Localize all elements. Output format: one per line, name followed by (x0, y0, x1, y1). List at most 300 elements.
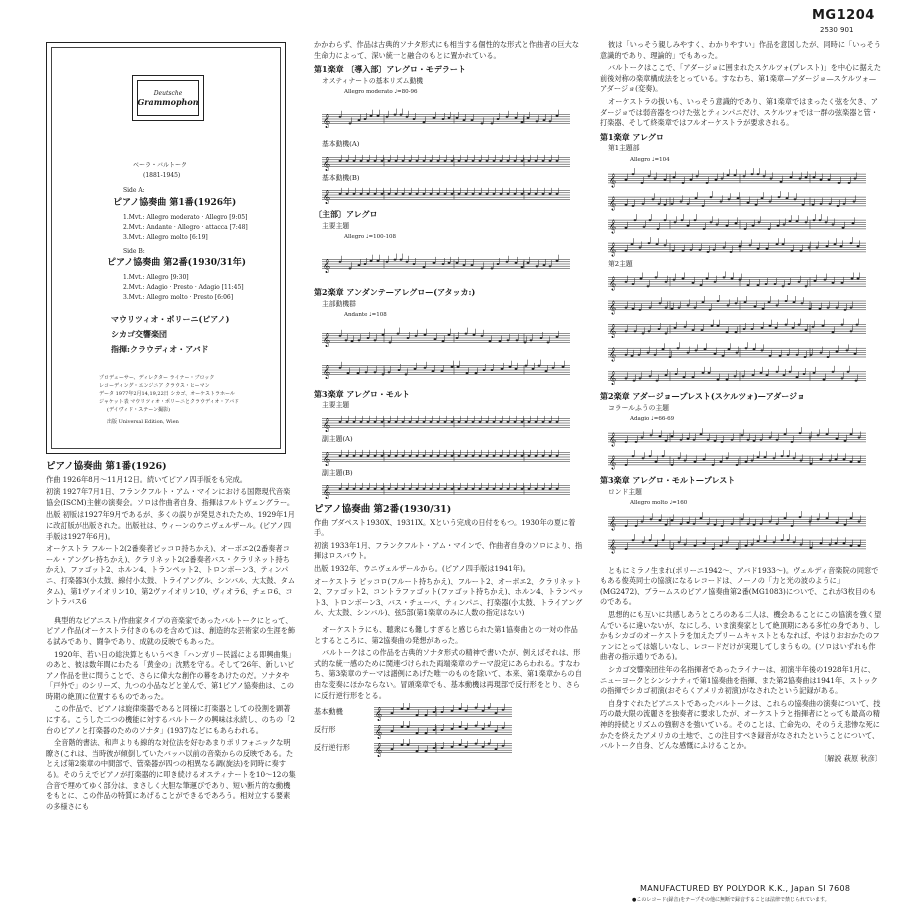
note-head (836, 521, 839, 523)
copyright-notice: ●このレコード(録音)をテープその他に無断で録音することは法律で禁じられています。 (632, 897, 830, 903)
note-head (507, 454, 510, 456)
note-head (424, 333, 427, 335)
note-head (458, 193, 461, 195)
note-head (827, 307, 830, 309)
note-head (416, 750, 419, 752)
note-head (423, 121, 426, 123)
note-head (853, 200, 856, 202)
c2-mvt1-tempo: Allegro ♩=104 (630, 156, 670, 163)
note-head (374, 193, 377, 195)
note-head (680, 200, 683, 202)
note-head (721, 441, 724, 443)
note-head (854, 177, 857, 179)
logo-text-deutsche: Deutsche (153, 89, 183, 97)
note-head (625, 525, 628, 527)
note-head (391, 748, 394, 750)
note-head (665, 440, 668, 442)
note-head (416, 193, 419, 195)
note-head (472, 421, 475, 423)
note-head (423, 193, 426, 195)
performer-pianist: マウリツィオ・ポリーニ(ピアノ) (111, 314, 230, 324)
note-head (687, 202, 690, 204)
note-head (395, 421, 398, 423)
note-head (451, 421, 454, 423)
note-head (840, 245, 843, 247)
note-head (482, 728, 485, 730)
note-head (459, 708, 462, 710)
note-head (694, 219, 697, 221)
note-head (820, 458, 823, 460)
note-head (444, 488, 447, 490)
note-head (406, 261, 409, 263)
note-head (472, 193, 475, 195)
note-head (479, 488, 482, 490)
note-head (752, 224, 755, 226)
note-head (777, 224, 780, 226)
note-head (556, 336, 559, 338)
note-head (682, 278, 685, 280)
note-head (465, 488, 468, 490)
note-head (491, 122, 494, 124)
note-head (444, 421, 447, 423)
note-head (766, 374, 769, 376)
note-head (762, 308, 765, 310)
note-head (451, 193, 454, 195)
note-head (625, 281, 628, 283)
note-head (671, 202, 674, 204)
note-head (722, 355, 725, 357)
note-head (423, 421, 426, 423)
example-inversion-label: 反行形 (314, 724, 336, 734)
note-head (757, 284, 760, 286)
note-head (458, 421, 461, 423)
note-head (500, 454, 503, 456)
note-head (726, 331, 729, 333)
note-head (547, 341, 550, 343)
note-head (459, 726, 462, 728)
note-head (545, 370, 548, 372)
clef-icon: 𝄞 (609, 241, 617, 256)
note-head (819, 219, 822, 221)
note-head (525, 364, 528, 366)
note-head (488, 743, 491, 745)
note-head (832, 223, 835, 225)
note-head (388, 421, 391, 423)
note-head (516, 339, 519, 341)
note-head (835, 542, 838, 544)
col3-bartok-pianist: 自身すぐれたピアニストであったバルトークは、これらの協奏曲の演奏について、技巧の最大限の流麗さを独奏者に要求したが、オーケストラと指揮者にとっても最高の精神的持続とリズムの強靭さを強いている。そのことは、亡命先の、そのうえ悲惨な死にかたを終えたアメリカの土地で、この注目すべき録音がなされたということについて、バルトーク自身、どんな感慨にふけることか。 (600, 698, 881, 751)
clef-icon: 𝄞 (609, 370, 617, 385)
note-head (430, 454, 433, 456)
commentary-signoff: 〔解説 萩原 秋彦〕 (819, 753, 882, 763)
note-head (773, 457, 776, 459)
note-head (832, 282, 835, 284)
note-head (768, 227, 771, 229)
clef-icon: 𝄞 (323, 364, 331, 379)
note-head (632, 539, 635, 541)
note-head (805, 285, 808, 287)
note-head (556, 421, 559, 423)
note-head (858, 436, 861, 438)
note-head (642, 541, 645, 543)
note-head (500, 159, 503, 161)
note-head (416, 732, 419, 734)
note-head (648, 242, 651, 244)
note-head (514, 488, 517, 490)
note-head (764, 540, 767, 542)
example-retrograde-label: 反行逆行形 (314, 742, 350, 752)
concerto2-essay-1: オーケストラにも、聴衆にも難しすぎると感じられた第1協奏曲との一対の作品とするところに、第2協奏曲の発想があった。 (314, 625, 578, 645)
note-head (726, 457, 729, 459)
note-head (346, 159, 349, 161)
note-head (800, 459, 803, 461)
note-head (416, 421, 419, 423)
note-head (400, 114, 403, 116)
note-head (489, 340, 492, 342)
music-staff-mvt3-main (314, 412, 574, 434)
note-head (425, 732, 428, 734)
note-head (402, 488, 405, 490)
note-head (391, 712, 394, 714)
note-head (799, 432, 802, 434)
c2-mvt1-heading: 第1楽章 アレグロ (600, 131, 664, 142)
note-head (695, 197, 698, 199)
note-head (717, 300, 720, 302)
note-head (339, 454, 342, 456)
note-head (370, 260, 373, 262)
note-head (353, 159, 356, 161)
note-head (850, 330, 853, 332)
note-head (820, 202, 823, 204)
note-head (425, 714, 428, 716)
note-head (400, 259, 403, 261)
note-head (458, 159, 461, 161)
note-head (692, 376, 695, 378)
note-head (633, 380, 636, 382)
note-head (641, 436, 644, 438)
note-head (448, 333, 451, 335)
note-head (715, 178, 718, 180)
note-head (664, 244, 667, 246)
note-head (549, 421, 552, 423)
note-head (339, 421, 342, 423)
note-head (693, 439, 696, 441)
note-head (465, 193, 468, 195)
note-head (757, 173, 760, 175)
note-head (717, 379, 720, 381)
note-head (749, 244, 752, 246)
clef-icon: 𝄞 (609, 276, 617, 291)
note-head (714, 353, 717, 355)
note-head (433, 711, 436, 713)
note-head (775, 327, 778, 329)
note-head (642, 333, 645, 335)
note-head (395, 488, 398, 490)
concerto2-mvt1: 1.Mvt.: Allegro [9:30] (123, 274, 189, 281)
note-head (680, 522, 683, 524)
note-head (423, 454, 426, 456)
note-head (640, 278, 643, 280)
note-head (536, 120, 539, 122)
note-head (528, 159, 531, 161)
note-head (423, 159, 426, 161)
note-head (398, 369, 401, 371)
note-head (735, 222, 738, 224)
concerto2-publication: 出版 1932年、ウニヴェルザールから。(ピアノ四手版は1941年)。 (314, 564, 530, 574)
note-head (507, 159, 510, 161)
note-head (813, 219, 816, 221)
note-head (472, 454, 475, 456)
note-head (527, 117, 530, 119)
note-head (751, 328, 754, 330)
note-head (791, 525, 794, 527)
note-head (414, 368, 417, 370)
note-head (395, 159, 398, 161)
example-basic-label: 基本動機 (314, 706, 343, 716)
staff-lines (608, 272, 866, 385)
note-head (678, 307, 681, 309)
note-head (723, 246, 726, 248)
note-head (634, 330, 637, 332)
note-head (805, 176, 808, 178)
note-head (790, 176, 793, 178)
note-head (444, 193, 447, 195)
credit-producer: プロデューサー、ディレクター ライナー・ブロック (99, 375, 215, 381)
note-head (713, 248, 716, 250)
note-head (465, 159, 468, 161)
note-head (339, 335, 342, 337)
note-head (475, 707, 478, 709)
note-head (642, 457, 645, 459)
c1-mvt2-motifs-label: 主部動機群 (322, 299, 356, 308)
note-head (481, 335, 484, 337)
note-head (780, 180, 783, 182)
c1-main-theme-label: 主要主題 (322, 221, 350, 230)
note-head (855, 380, 858, 382)
note-head (346, 193, 349, 195)
column-3 (600, 40, 882, 764)
note-head (712, 464, 715, 466)
note-head (655, 461, 658, 463)
note-head (826, 517, 829, 519)
note-head (374, 371, 377, 373)
note-head (472, 159, 475, 161)
note-head (720, 544, 723, 546)
note-head (388, 159, 391, 161)
note-head (708, 372, 711, 374)
credit-publisher: 出版 Universal Edition, Wien (107, 419, 179, 425)
note-head (858, 461, 861, 463)
note-head (538, 364, 541, 366)
note-head (747, 522, 750, 524)
concerto2-essay-2: バルトークはこの作品を古典的ソナタ形式の精神で書いたが、例えばそれは、形式的な統一感のために関連づけられた両端楽章のテーマ設定にあらわれる。すなわち、第3楽章のテーマは譜例にあげた唯一のものを除いて、本来、第1楽章からの自由な変奏にほかならない。冒頭楽章でも、基本動機は再現部で反行形をとり、さらに反行逆行形をとる。 (314, 648, 582, 700)
note-head (791, 249, 794, 251)
note-head (394, 114, 397, 116)
note-head (761, 327, 764, 329)
note-head (656, 380, 659, 382)
note-head (769, 436, 772, 438)
note-head (448, 117, 451, 119)
note-head (514, 454, 517, 456)
note-head (530, 339, 533, 341)
note-head (401, 726, 404, 728)
note-head (448, 262, 451, 264)
note-head (714, 281, 717, 283)
note-head (843, 458, 846, 460)
note-head (753, 440, 756, 442)
note-head (486, 454, 489, 456)
note-head (665, 281, 668, 283)
note-head (843, 542, 846, 544)
note-head (757, 247, 760, 249)
note-head (798, 281, 801, 283)
note-head (360, 488, 363, 490)
note-head (521, 421, 524, 423)
note-head (684, 459, 687, 461)
note-head (374, 339, 377, 341)
note-head (367, 488, 370, 490)
note-head (647, 352, 650, 354)
note-head (802, 203, 805, 205)
note-head (714, 523, 717, 525)
note-head (800, 249, 803, 251)
note-head (787, 455, 790, 457)
note-head (528, 421, 531, 423)
note-head (776, 243, 779, 245)
note-head (769, 200, 772, 202)
music-staff-c2-theme1 (600, 167, 870, 259)
note-head (799, 516, 802, 518)
music-staff-motif-a (314, 151, 574, 173)
note-head (673, 176, 676, 178)
note-head (416, 488, 419, 490)
note-head (407, 744, 410, 746)
note-head (556, 193, 559, 195)
note-head (500, 421, 503, 423)
note-head (493, 421, 496, 423)
note-head (471, 264, 474, 266)
note-head (834, 243, 837, 245)
note-head (714, 440, 717, 442)
note-head (835, 458, 838, 460)
note-head (659, 435, 662, 437)
note-head (848, 181, 851, 183)
note-head (648, 175, 651, 177)
note-head (816, 246, 819, 248)
note-head (856, 324, 859, 326)
note-head (475, 743, 478, 745)
note-head (402, 421, 405, 423)
staff-lines (322, 449, 570, 465)
note-head (804, 356, 807, 358)
note-head (562, 365, 565, 367)
note-head (360, 193, 363, 195)
c2-mvt1-theme2-label: 第2主題 (608, 259, 633, 268)
c1-mvt2-heading: 第2楽章 アンダンテ—アレグロ—(アタッカ:) (314, 286, 476, 297)
note-head (532, 368, 535, 370)
note-head (760, 522, 763, 524)
note-head (430, 421, 433, 423)
note-head (377, 260, 380, 262)
note-head (687, 224, 690, 226)
note-head (752, 374, 755, 376)
clef-icon: 𝄞 (609, 323, 617, 338)
note-head (402, 159, 405, 161)
note-head (632, 455, 635, 457)
concerto1-mvt1: 1.Mvt.: Allegro moderato · Allegro [9:05] (123, 214, 248, 221)
note-head (381, 421, 384, 423)
note-head (542, 159, 545, 161)
note-head (726, 379, 729, 381)
note-head (506, 116, 509, 118)
c1-motif-a-label: 基本動機(A) (322, 139, 360, 148)
note-head (717, 325, 720, 327)
note-head (407, 726, 410, 728)
note-head (736, 464, 739, 466)
clef-icon: 𝄞 (375, 724, 383, 739)
note-head (339, 193, 342, 195)
note-head (728, 198, 731, 200)
note-head (479, 421, 482, 423)
note-head (506, 261, 509, 263)
note-head (394, 259, 397, 261)
note-head (527, 262, 530, 264)
note-head (672, 249, 675, 251)
concerto2-title: ピアノ協奏曲 第2番(1930/31年) (107, 258, 247, 268)
note-head (743, 328, 746, 330)
note-head (367, 193, 370, 195)
note-head (386, 116, 389, 118)
note-head (521, 454, 524, 456)
note-head (786, 197, 789, 199)
col3-intro: 彼は「いっそう親しみやすく、わかりやすい」作品を意図したが、同時に「いっそう意識的であり、理論的」でもあった。 (600, 40, 881, 60)
note-head (757, 456, 760, 458)
note-head (763, 175, 766, 177)
note-head (556, 488, 559, 490)
note-head (500, 193, 503, 195)
note-head (687, 521, 690, 523)
credit-engineer: レコーディング・エンジニア クラウス・ヒーマン (99, 383, 210, 389)
logo-text-grammophon: Grammophon (137, 96, 199, 107)
clef-icon: 𝄞 (609, 299, 617, 314)
c1-mvt3-heading: 第3楽章 アレグロ・モルト (314, 388, 410, 399)
note-head (683, 376, 686, 378)
note-head (857, 245, 860, 247)
note-head (796, 376, 799, 378)
note-head (735, 331, 738, 333)
note-head (442, 340, 445, 342)
note-head (814, 280, 817, 282)
manufacturer-line: MANUFACTURED BY POLYDOR K.K., Japan SI 7608 (640, 884, 851, 893)
note-head (847, 371, 850, 373)
note-head (823, 379, 826, 381)
note-head (753, 348, 756, 350)
note-head (690, 178, 693, 180)
music-staff-example-basic (366, 703, 516, 721)
note-head (367, 454, 370, 456)
note-head (805, 329, 808, 331)
note-head (681, 219, 684, 221)
note-head (829, 202, 832, 204)
note-head (625, 249, 628, 251)
note-head (639, 378, 642, 380)
note-head (659, 519, 662, 521)
note-head (472, 488, 475, 490)
note-head (721, 525, 724, 527)
note-head (783, 223, 786, 225)
example-inversion (314, 721, 584, 739)
note-head (515, 262, 518, 264)
